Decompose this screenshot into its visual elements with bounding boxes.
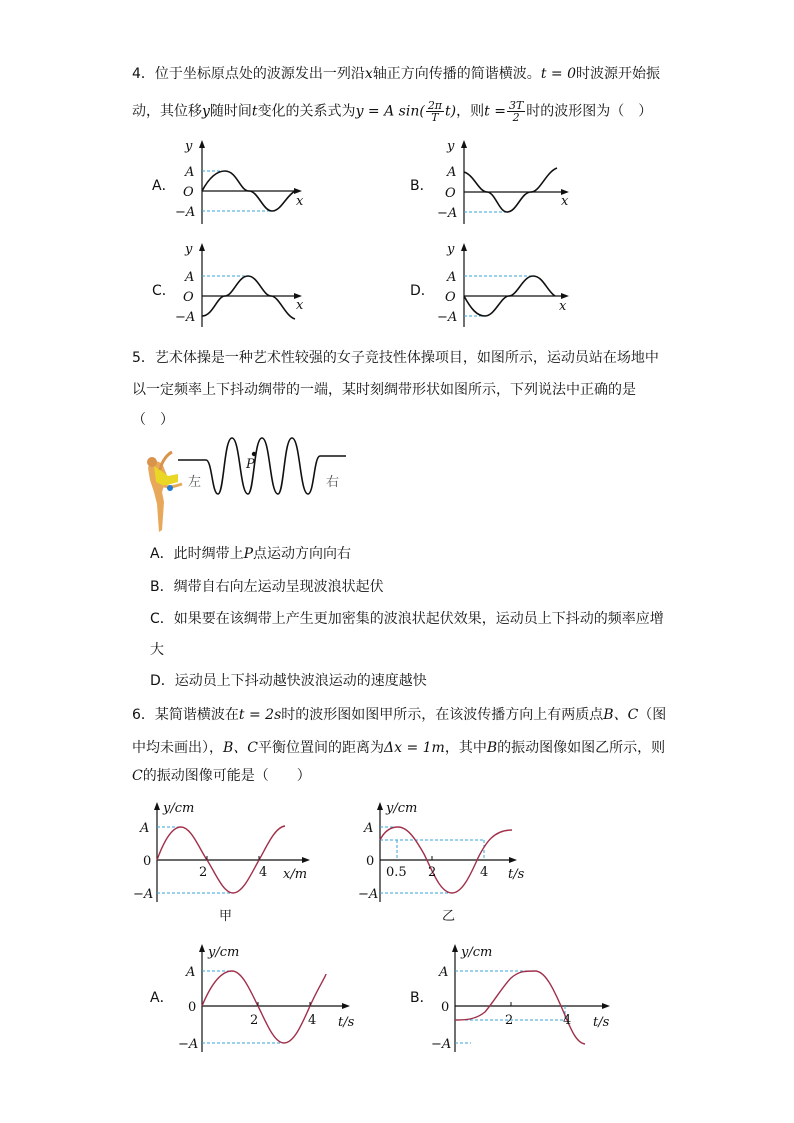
tick-negA: −A bbox=[175, 310, 196, 325]
tick-negA: −A bbox=[358, 887, 379, 902]
tick-A: A bbox=[186, 965, 196, 980]
q5-option-d[interactable]: D．运动员上下抖动越快波浪运动的速度越快 bbox=[150, 673, 427, 689]
y-axis-label: y bbox=[447, 242, 455, 257]
label-left: 左 bbox=[188, 475, 202, 490]
q4-option-b-graph[interactable] bbox=[437, 138, 577, 228]
ribbon-wave bbox=[178, 438, 346, 494]
q5-option-a[interactable]: A．此时绸带上P点运动方向向右 bbox=[150, 546, 351, 562]
tick-A: A bbox=[185, 165, 195, 180]
q6-stem-line2: 中均未画出），B、C平衡位置间的距离为Δx = 1m，其中B的振动图像如图乙所示，则 bbox=[132, 740, 666, 756]
tick-2: 2 bbox=[199, 865, 208, 880]
q6-stem-line3: C的振动图像可能是（ ） bbox=[132, 768, 311, 784]
q6-option-a-label[interactable]: A． bbox=[150, 990, 174, 1006]
y-axis-label: y/cm bbox=[208, 945, 240, 960]
q4-option-d-label[interactable]: D． bbox=[410, 283, 435, 299]
q5-stem-line2: 以一定频率上下抖动绸带的一端，某时刻绸带形状如图所示，下列说法中正确的是 bbox=[132, 382, 636, 398]
tick-O: O bbox=[445, 290, 456, 305]
tick-4: 4 bbox=[259, 865, 268, 880]
x-axis-label: x bbox=[296, 298, 304, 313]
q6-option-a-graph[interactable] bbox=[180, 940, 360, 1058]
x-axis-label: x bbox=[561, 194, 569, 209]
tick-zero: 0 bbox=[441, 1000, 450, 1015]
q6-option-b-label[interactable]: B． bbox=[410, 990, 434, 1006]
q4-option-b-label[interactable]: B． bbox=[410, 178, 434, 194]
point-p bbox=[252, 452, 256, 456]
y-axis-label: y bbox=[185, 242, 193, 257]
tick-A: A bbox=[364, 821, 374, 836]
q4-option-c-label[interactable]: C． bbox=[152, 283, 176, 299]
x-axis-label: x bbox=[559, 299, 567, 314]
tick-2: 2 bbox=[505, 1013, 514, 1028]
y-axis-label: y bbox=[185, 139, 193, 154]
tick-A: A bbox=[439, 965, 449, 980]
x-axis-label: x/m bbox=[283, 867, 308, 882]
q6-figure-jia bbox=[135, 796, 335, 926]
x-axis-label: t/s bbox=[508, 867, 525, 882]
tick-zero: 0 bbox=[188, 1000, 197, 1015]
q6-option-b-graph[interactable] bbox=[425, 940, 625, 1058]
q5-gymnast-ribbon-figure bbox=[134, 430, 364, 538]
q6-figure-yi bbox=[358, 796, 562, 926]
tick-zero: 0 bbox=[143, 854, 152, 869]
tick-2: 2 bbox=[250, 1013, 259, 1028]
tick-negA: −A bbox=[133, 887, 154, 902]
y-axis-label: y bbox=[447, 139, 455, 154]
tick-O: O bbox=[183, 185, 194, 200]
tick-negA: −A bbox=[178, 1037, 199, 1052]
tick-negA: −A bbox=[175, 205, 196, 220]
q5-stem-line1: 5．艺术体操是一种艺术性较强的女子竞技性体操项目，如图所示，运动员站在场地中 bbox=[132, 350, 659, 366]
tick-0.5: 0.5 bbox=[386, 865, 407, 880]
q4-option-a-label[interactable]: A． bbox=[152, 178, 176, 194]
tick-A: A bbox=[447, 165, 457, 180]
q4-stem-line2: 动，其位移y随时间t变化的关系式为y = A sin( $\frac{2\pi}{T}$ t)，则t = $\frac{3T}{2}$ 时的波形图为（ ） bbox=[132, 99, 653, 124]
tick-4: 4 bbox=[308, 1013, 317, 1028]
tick-4: 4 bbox=[563, 1013, 572, 1028]
y-axis-label: y/cm bbox=[386, 801, 418, 816]
tick-A: A bbox=[447, 270, 457, 285]
figure-caption-yi: 乙 bbox=[442, 909, 456, 924]
y-axis-label: y/cm bbox=[461, 945, 493, 960]
figure-caption-jia: 甲 bbox=[219, 909, 233, 924]
tick-negA: −A bbox=[431, 1037, 452, 1052]
q4-option-a-graph[interactable] bbox=[175, 138, 315, 228]
tick-A: A bbox=[140, 821, 150, 836]
fraction-3T-over-2: $\frac{3T}{2}$ bbox=[508, 99, 524, 124]
x-axis-label: x bbox=[296, 194, 304, 209]
q5-option-c-line1[interactable]: C．如果要在该绸带上产生更加密集的波浪状起伏效果，运动员上下抖动的频率应增 bbox=[150, 611, 664, 627]
q5-option-c-line2[interactable]: 大 bbox=[150, 642, 164, 658]
gymnast-icon bbox=[147, 452, 182, 532]
tick-A: A bbox=[185, 270, 195, 285]
fraction-2pi-over-T: $\frac{2\pi}{T}$ bbox=[427, 99, 443, 124]
q4-option-d-graph[interactable] bbox=[437, 241, 577, 331]
q4-stem-line1: 4．位于坐标原点处的波源发出一列沿x轴正方向传播的简谐横波。t = 0时波源开始振 bbox=[132, 66, 660, 82]
y-axis-label: y/cm bbox=[163, 801, 195, 816]
label-right: 右 bbox=[326, 475, 340, 490]
tick-O: O bbox=[445, 186, 456, 201]
tick-4: 4 bbox=[480, 865, 489, 880]
tick-negA: −A bbox=[437, 206, 458, 221]
q5-stem-line3: （ ） bbox=[132, 412, 174, 428]
tick-2: 2 bbox=[428, 865, 437, 880]
x-axis-label: t/s bbox=[338, 1015, 355, 1030]
tick-zero: 0 bbox=[366, 854, 375, 869]
tick-O: O bbox=[183, 290, 194, 305]
q4-option-c-graph[interactable] bbox=[175, 241, 315, 331]
tick-negA: −A bbox=[437, 310, 458, 325]
q6-stem-line1: 6．某简谐横波在t = 2s时的波形图如图甲所示，在该波传播方向上有两质点B、C（图 bbox=[132, 707, 667, 723]
x-axis-label: t/s bbox=[593, 1015, 610, 1030]
q5-option-b[interactable]: B．绸带自右向左运动呈现波浪状起伏 bbox=[150, 579, 384, 595]
point-p-label: P bbox=[246, 457, 255, 472]
